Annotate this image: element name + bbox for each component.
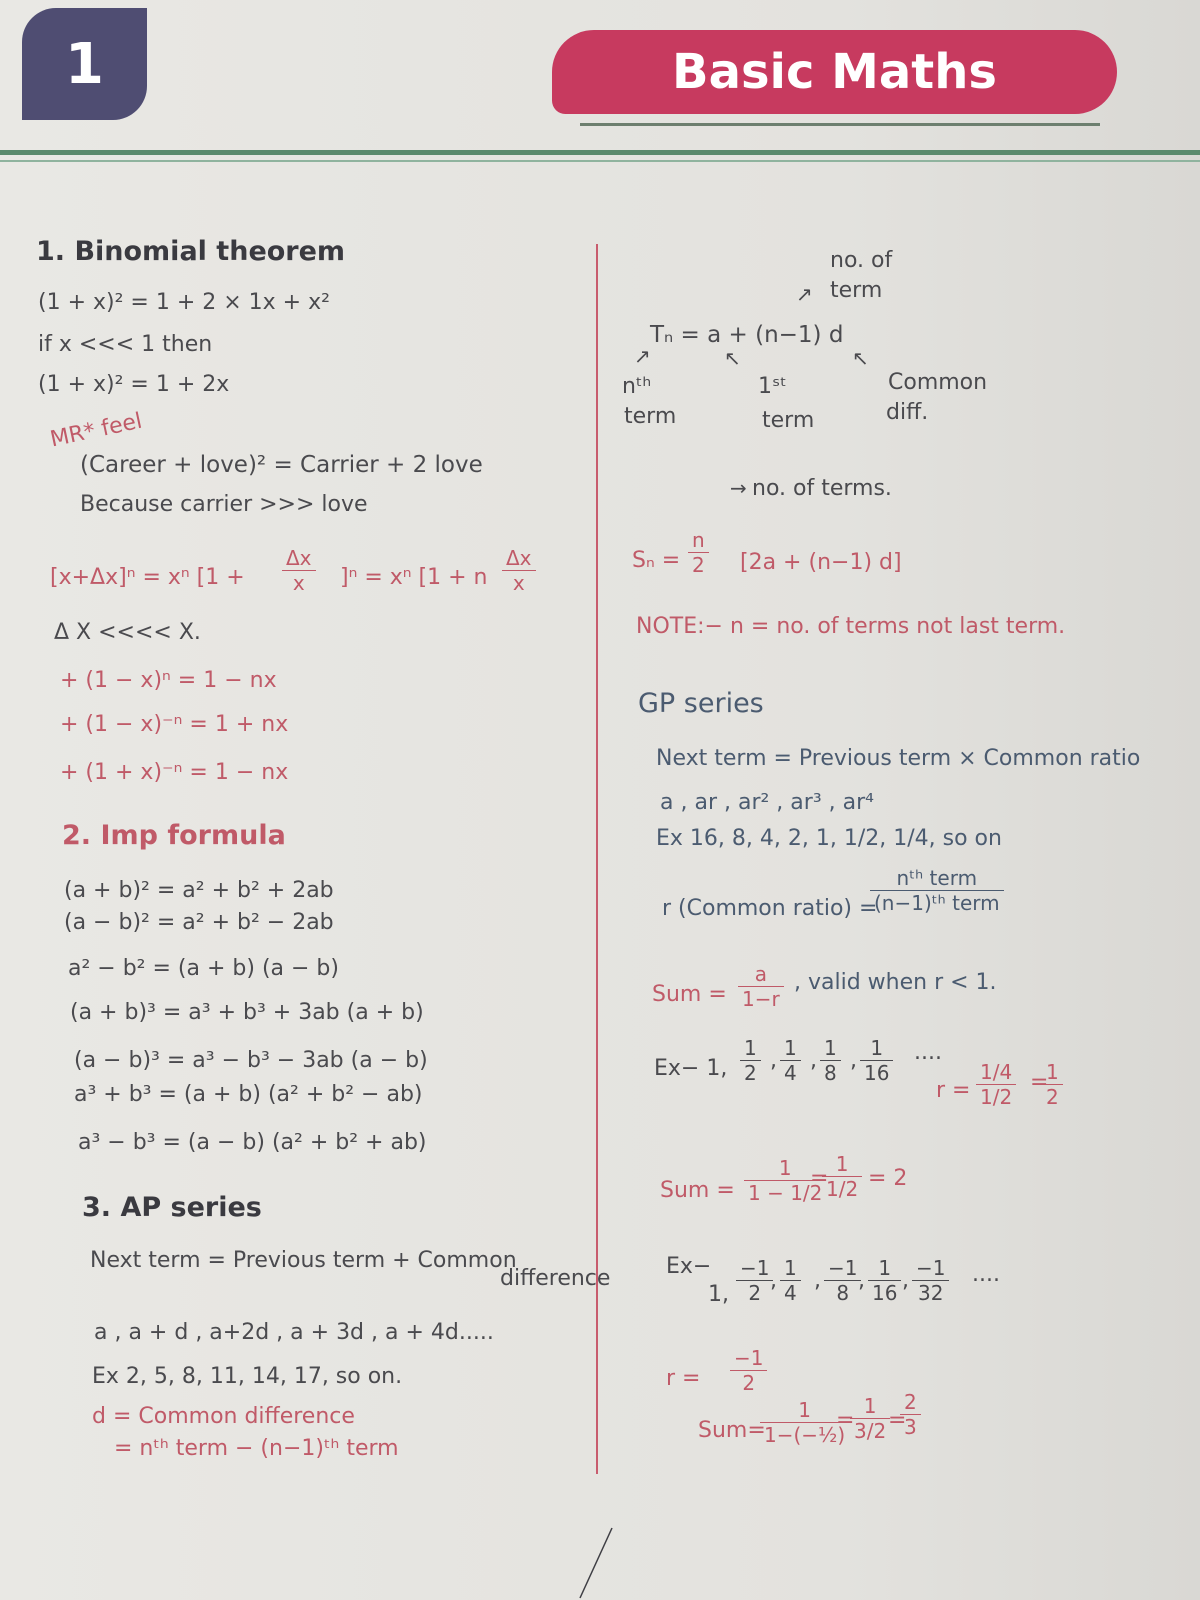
imp-heading: 2. Imp formula bbox=[62, 820, 286, 851]
tn-first-term: term bbox=[762, 408, 815, 433]
arrow-to-tn-icon: ↗ bbox=[634, 344, 651, 368]
mr-feel-label: MR* feel bbox=[48, 408, 145, 453]
imp-formula-7: a³ − b³ = (a − b) (a² + b² + ab) bbox=[78, 1130, 427, 1155]
gp-sum2-equals-2: = bbox=[888, 1408, 907, 1433]
gp-example-1-prefix: Ex− 1, bbox=[654, 1056, 728, 1081]
tn-formula: Tₙ = a + (n−1) d bbox=[650, 322, 844, 348]
fraction-numerator: a bbox=[738, 962, 784, 987]
ap-sequence: a , a + d , a+2d , a + 3d , a + 4d..... bbox=[94, 1320, 494, 1345]
gp-r1-label: r = bbox=[936, 1078, 971, 1103]
fraction-denominator: 1/2 bbox=[980, 1085, 1013, 1109]
tn-term: term bbox=[830, 278, 883, 303]
fraction-denominator: 2 bbox=[692, 553, 705, 577]
gp-example-2-label: Ex− bbox=[666, 1254, 712, 1279]
fraction-numerator: 1 bbox=[1042, 1060, 1063, 1085]
delta-condition: Δ X <<<< X. bbox=[54, 620, 201, 645]
fraction-numerator: −1 bbox=[912, 1256, 949, 1281]
gp-sum1-equals: = bbox=[810, 1166, 829, 1191]
imp-formula-3: a² − b² = (a + b) (a − b) bbox=[68, 956, 339, 981]
fraction-denominator: 2 bbox=[744, 1061, 757, 1085]
ap-d-definition: d = Common difference bbox=[92, 1404, 355, 1429]
gp-example-2-first: 1, bbox=[708, 1282, 729, 1307]
gp-heading: GP series bbox=[638, 688, 764, 719]
fraction-denominator: 8 bbox=[836, 1281, 850, 1305]
ap-d-equation: = nᵗʰ term − (n−1)ᵗʰ term bbox=[114, 1436, 399, 1461]
gp-r2-label: r = bbox=[666, 1366, 701, 1391]
fraction-denominator: 1/2 bbox=[826, 1177, 859, 1201]
fraction-numerator: −1 bbox=[736, 1256, 773, 1281]
sequence-comma: , bbox=[858, 1268, 865, 1293]
fraction-denominator: 32 bbox=[918, 1281, 944, 1305]
gp-r1-equals: = bbox=[1030, 1070, 1049, 1095]
fraction-denominator: x bbox=[512, 571, 525, 595]
ap-difference: difference bbox=[500, 1266, 611, 1291]
tn-no-of: no. of bbox=[830, 248, 893, 273]
tn-diff: diff. bbox=[886, 400, 929, 425]
fraction-denominator: 2 bbox=[742, 1371, 756, 1395]
gp-sum2-label: Sum= bbox=[698, 1418, 766, 1443]
bullet-2: + (1 − x)⁻ⁿ = 1 + nx bbox=[60, 712, 289, 737]
sequence-comma: , bbox=[770, 1268, 777, 1293]
ap-heading: 3. AP series bbox=[82, 1192, 262, 1223]
fraction-numerator: 1 bbox=[744, 1156, 826, 1181]
bullet-3: + (1 + x)⁻ⁿ = 1 − nx bbox=[60, 760, 289, 785]
fraction-numerator: n bbox=[688, 528, 709, 553]
fraction-denominator: 1 − 1/2 bbox=[748, 1181, 823, 1205]
fraction-numerator: 1 bbox=[822, 1152, 862, 1177]
gp-example: Ex 16, 8, 4, 2, 1, 1/2, 1/4, so on bbox=[656, 826, 1002, 851]
gp-sum-label: Sum = bbox=[652, 982, 727, 1007]
fraction-numerator: 2 bbox=[900, 1390, 921, 1415]
sn-no-of-terms: no. of terms. bbox=[752, 476, 892, 501]
gp-sum2-equals: = bbox=[836, 1408, 855, 1433]
fraction-denominator: 16 bbox=[872, 1281, 898, 1305]
sequence-comma: , bbox=[770, 1048, 777, 1073]
expansion-mid: ]ⁿ = xⁿ [1 + n bbox=[340, 565, 488, 590]
gp-sum-condition: , valid when r < 1. bbox=[794, 970, 997, 995]
imp-formula-6: a³ + b³ = (a + b) (a² + b² − ab) bbox=[74, 1082, 423, 1107]
fraction-denominator: 16 bbox=[864, 1061, 890, 1085]
bullet-1: + (1 − x)ⁿ = 1 − nx bbox=[60, 668, 277, 693]
ap-example: Ex 2, 5, 8, 11, 14, 17, so on. bbox=[92, 1364, 403, 1389]
fraction-denominator: 2 bbox=[748, 1281, 762, 1305]
imp-formula-4: (a + b)³ = a³ + b³ + 3ab (a + b) bbox=[70, 1000, 424, 1025]
fraction-numerator: 1 bbox=[780, 1036, 801, 1061]
fraction-numerator: Δx bbox=[282, 546, 316, 571]
arrow-to-a-icon: ↖ bbox=[724, 346, 741, 370]
fraction-denominator: 1−r bbox=[742, 987, 780, 1011]
imp-formula-2: (a − b)² = a² + b² − 2ab bbox=[64, 910, 334, 935]
chapter-number-badge: 1 bbox=[22, 8, 147, 120]
ap-next-term: Next term = Previous term + Common bbox=[90, 1248, 517, 1273]
imp-formula-5: (a − b)³ = a³ − b³ − 3ab (a − b) bbox=[74, 1048, 428, 1073]
fraction-numerator: 1/4 bbox=[976, 1060, 1016, 1085]
fraction-denominator: 4 bbox=[784, 1061, 797, 1085]
fraction-denominator: 3 bbox=[904, 1415, 917, 1439]
sequence-comma: , bbox=[902, 1268, 909, 1293]
fraction-numerator: 1 bbox=[780, 1256, 801, 1281]
gp-next-term: Next term = Previous term × Common ratio bbox=[656, 746, 1141, 771]
gp-example-2-dots: .... bbox=[972, 1262, 1000, 1287]
arrow-to-n-icon: ↗ bbox=[796, 282, 813, 306]
sn-bracket: [2a + (n−1) d] bbox=[740, 550, 902, 575]
fraction-numerator: −1 bbox=[730, 1346, 767, 1371]
mr-line-1: (Career + love)² = Carrier + 2 love bbox=[80, 452, 483, 478]
expansion-left: [x+Δx]ⁿ = xⁿ [1 + bbox=[50, 565, 245, 590]
gp-example-1-dots: .... bbox=[914, 1040, 942, 1065]
fraction-numerator: 1 bbox=[860, 1036, 893, 1061]
binomial-line-1: (1 + x)² = 1 + 2 × 1x + x² bbox=[38, 290, 330, 315]
gp-sum1-result: = 2 bbox=[868, 1166, 908, 1191]
fraction-denominator: 8 bbox=[824, 1061, 837, 1085]
fraction-denominator: 4 bbox=[784, 1281, 797, 1305]
binomial-heading: 1. Binomial theorem bbox=[36, 236, 346, 267]
binomial-line-2: if x <<< 1 then bbox=[38, 332, 213, 357]
fraction-numerator: Δx bbox=[502, 546, 536, 571]
fraction-numerator: 1 bbox=[760, 1398, 849, 1423]
binomial-line-3: (1 + x)² = 1 + 2x bbox=[38, 372, 230, 397]
fraction-denominator: 1−(−½) bbox=[764, 1423, 846, 1447]
fraction-numerator: −1 bbox=[824, 1256, 861, 1281]
sn-lhs: Sₙ = bbox=[632, 548, 681, 573]
fraction-numerator: 1 bbox=[850, 1394, 890, 1419]
gp-sequence: a , ar , ar² , ar³ , ar⁴ bbox=[660, 790, 874, 815]
fraction-numerator: 1 bbox=[740, 1036, 761, 1061]
gp-ratio-label: r (Common ratio) = bbox=[662, 896, 878, 921]
fraction-denominator: 3/2 bbox=[854, 1419, 887, 1443]
arrow-no-of-terms-icon: → bbox=[730, 476, 747, 500]
fraction-numerator: 1 bbox=[820, 1036, 841, 1061]
fraction-numerator: 1 bbox=[868, 1256, 901, 1281]
tn-common: Common bbox=[888, 370, 988, 395]
sequence-comma: , bbox=[850, 1048, 857, 1073]
sequence-comma: , bbox=[814, 1268, 821, 1293]
tn-nth: nᵗʰ bbox=[622, 374, 652, 399]
tn-first: 1ˢᵗ bbox=[758, 374, 787, 399]
arrow-to-d-icon: ↖ bbox=[852, 346, 869, 370]
fraction-denominator: 2 bbox=[1046, 1085, 1059, 1109]
gp-sum1-label: Sum = bbox=[660, 1178, 735, 1203]
chapter-title-banner: Basic Maths bbox=[552, 30, 1117, 114]
fraction-denominator: (n−1)ᵗʰ term bbox=[874, 891, 1000, 915]
imp-formula-1: (a + b)² = a² + b² + 2ab bbox=[64, 878, 334, 903]
sequence-comma: , bbox=[810, 1048, 817, 1073]
fraction-numerator: nᵗʰ term bbox=[870, 866, 1004, 891]
fraction-denominator: x bbox=[292, 571, 305, 595]
sn-note: NOTE:− n = no. of terms not last term. bbox=[636, 614, 1066, 639]
tn-nth-term: term bbox=[624, 404, 677, 429]
mr-line-2: Because carrier >>> love bbox=[80, 492, 368, 517]
